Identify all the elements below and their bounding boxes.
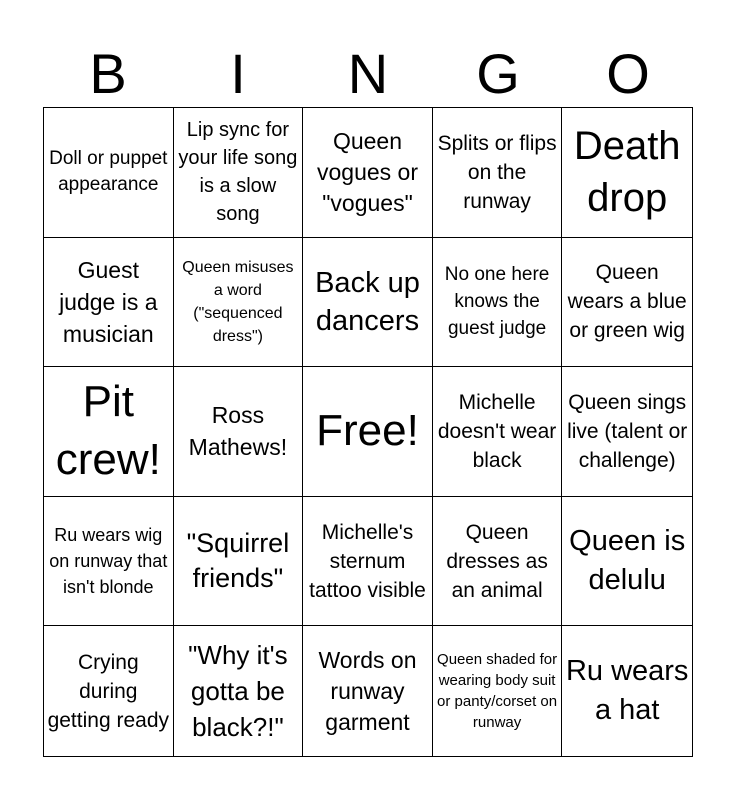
bingo-cell[interactable] [303,497,433,627]
bingo-grid [43,107,693,757]
cell-text: Queen sings live (talent or challenge) [567,390,688,472]
cell-text: Lip sync for your life song is a slow song [178,119,298,226]
bingo-cell[interactable] [562,497,692,627]
cell-text: Death drop [573,124,681,221]
header-letter-i: I [230,42,246,105]
bingo-cell[interactable] [433,238,563,368]
bingo-cell[interactable] [44,108,174,238]
cell-text: No one here knows the guest judge [444,264,550,340]
bingo-cell[interactable] [433,108,563,238]
bingo-cell[interactable] [174,238,304,368]
cell-text: Crying during getting ready [47,650,169,732]
bingo-cell[interactable] [44,497,174,627]
cell-text: Queen misuses a word ("sequenced dress") [182,258,294,345]
bingo-cell[interactable] [174,626,304,756]
cell-text: Queen is delulu [569,525,686,597]
bingo-cell[interactable] [174,497,304,627]
cell-text: Words on runway garment [318,646,417,735]
cell-text: Free! [316,406,419,456]
cell-text: Ross Mathews! [188,402,288,461]
bingo-cell[interactable] [562,367,692,497]
bingo-cell[interactable] [44,626,174,756]
bingo-cell[interactable] [174,108,304,238]
cell-text: Queen vogues or "vogues" [316,127,418,216]
cell-text: Ru wears a hat [565,655,689,727]
cell-text: Splits or flips on the runway [437,131,557,213]
bingo-header [43,40,693,108]
cell-text: "Why it's gotta be black?!" [188,640,288,743]
cell-text: Queen dresses as an animal [446,520,548,602]
cell-text: Pit crew! [55,377,161,485]
bingo-cell[interactable] [44,238,174,368]
bingo-cell[interactable] [303,626,433,756]
cell-text: Michelle's sternum tattoo visible [309,520,426,602]
bingo-cell[interactable] [433,367,563,497]
bingo-cell[interactable] [433,497,563,627]
header-letter-g: G [476,42,520,105]
cell-text: Michelle doesn't wear black [437,390,557,472]
cell-text: Queen shaded for wearing body suit or panty/corset on runway [437,651,558,732]
cell-text: Back up dancers [315,266,420,337]
cell-text: Doll or puppet appearance [49,148,168,196]
header-letter-n: N [347,42,389,105]
bingo-cell[interactable] [562,238,692,368]
cell-text: "Squirrel friends" [186,528,290,594]
header-letter-b: B [89,42,127,105]
cell-text: Ru wears wig on runway that isn't blonde [49,525,168,598]
cell-text: Guest judge is a musician [59,256,158,347]
header-letter-o: O [606,42,650,105]
bingo-cell[interactable] [303,238,433,368]
bingo-cell[interactable] [562,108,692,238]
bingo-cell[interactable] [562,626,692,756]
cell-text: Queen wears a blue or green wig [567,261,687,343]
bingo-cell[interactable] [433,626,563,756]
bingo-cell[interactable] [44,367,174,497]
bingo-cell[interactable] [303,108,433,238]
free-space-cell[interactable] [303,367,433,497]
bingo-cell[interactable] [174,367,304,497]
